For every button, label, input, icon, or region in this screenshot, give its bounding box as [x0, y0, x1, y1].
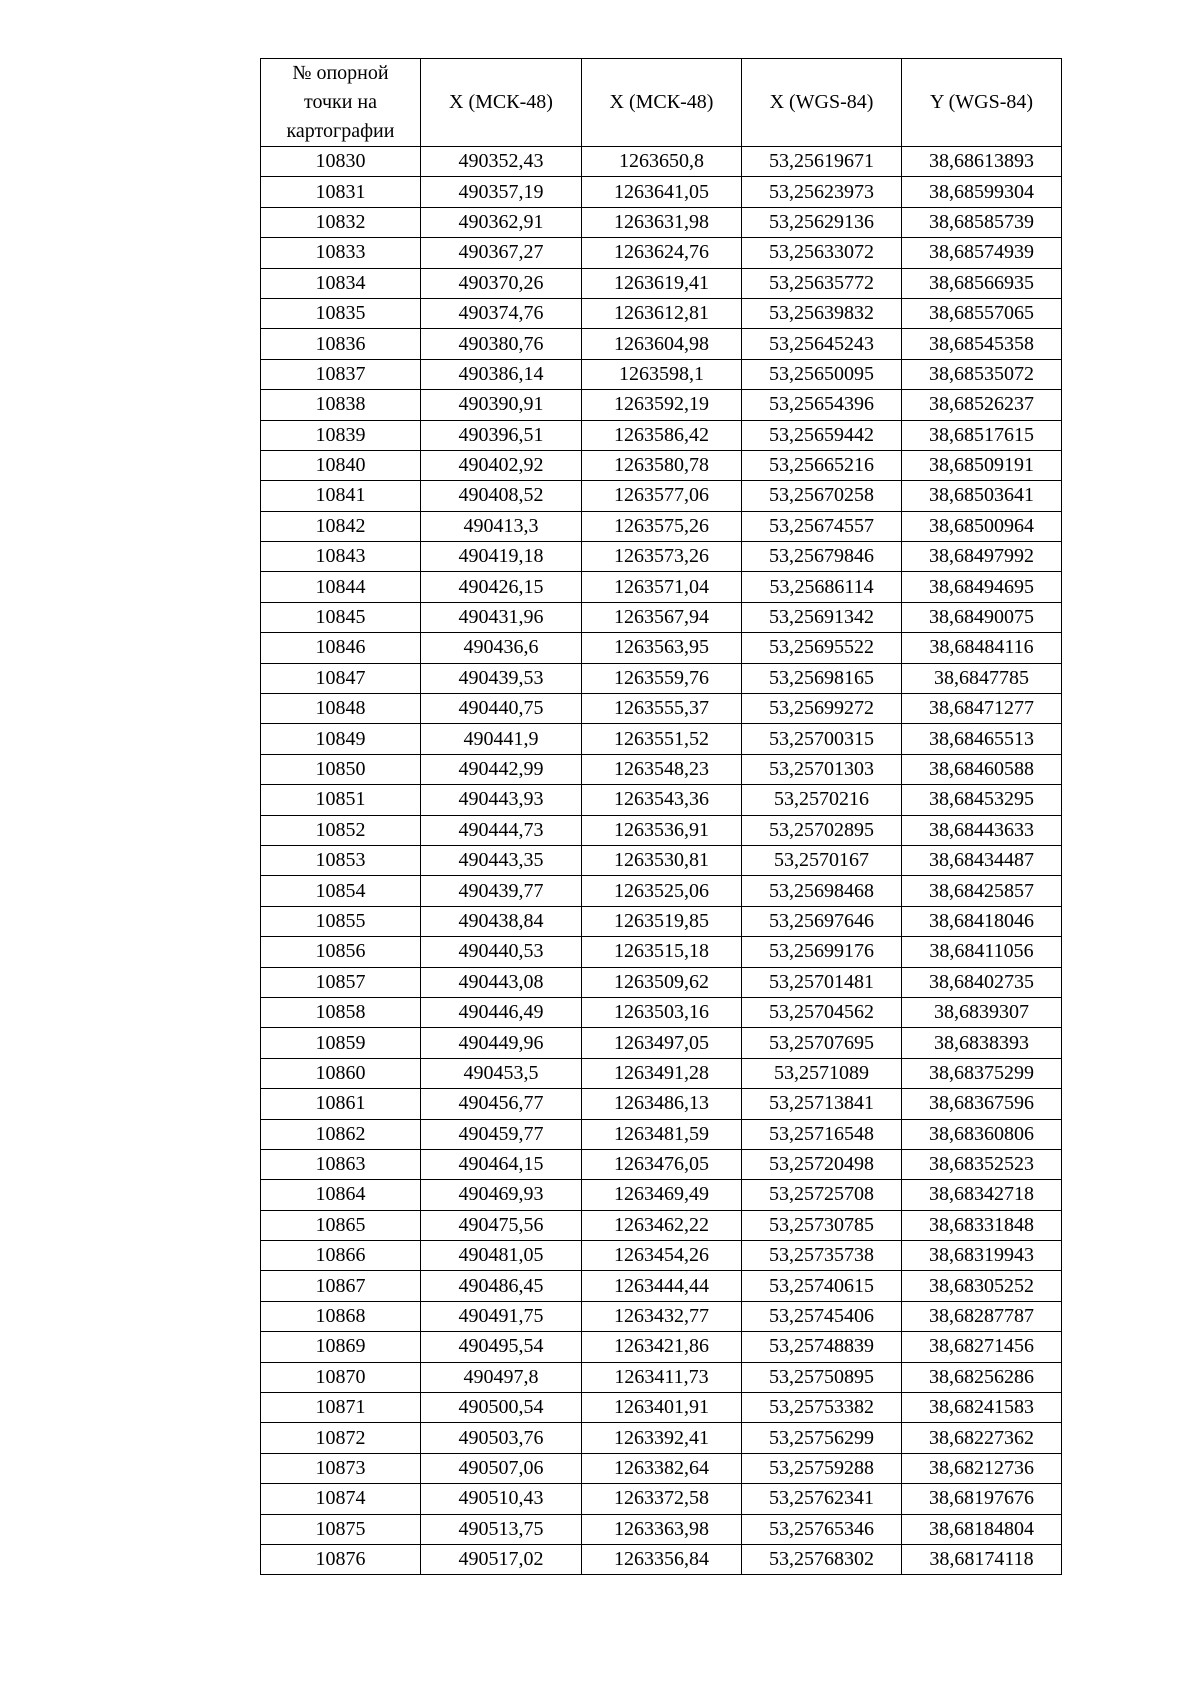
- cell-y-wgs84: 38,68319943: [902, 1241, 1062, 1271]
- cell-x-wgs84: 53,25679846: [742, 542, 902, 572]
- cell-point-number: 10864: [261, 1180, 421, 1210]
- cell-point-number: 10861: [261, 1089, 421, 1119]
- cell-x-wgs84: 53,25670258: [742, 481, 902, 511]
- cell-x-msk48: 490456,77: [421, 1089, 582, 1119]
- cell-x-msk48-second: 1263372,58: [582, 1484, 742, 1514]
- cell-y-wgs84: 38,68402735: [902, 967, 1062, 997]
- cell-point-number: 10854: [261, 876, 421, 906]
- table-row: [261, 1332, 1062, 1362]
- cell-x-msk48-second: 1263551,52: [582, 724, 742, 754]
- cell-point-number: 10852: [261, 815, 421, 845]
- cell-x-msk48: 490440,53: [421, 937, 582, 967]
- header-x-msk48-second: X (МСК-48): [582, 59, 742, 147]
- cell-y-wgs84: 38,68352523: [902, 1149, 1062, 1179]
- cell-point-number: 10870: [261, 1362, 421, 1392]
- table-row: [261, 1362, 1062, 1392]
- cell-x-msk48-second: 1263612,81: [582, 298, 742, 328]
- cell-y-wgs84: 38,68331848: [902, 1210, 1062, 1240]
- cell-x-msk48: 490475,56: [421, 1210, 582, 1240]
- cell-point-number: 10868: [261, 1301, 421, 1331]
- cell-y-wgs84: 38,68411056: [902, 937, 1062, 967]
- cell-x-msk48-second: 1263650,8: [582, 147, 742, 177]
- cell-x-msk48: 490380,76: [421, 329, 582, 359]
- cell-y-wgs84: 38,68503641: [902, 481, 1062, 511]
- cell-x-msk48: 490439,77: [421, 876, 582, 906]
- cell-x-wgs84: 53,25745406: [742, 1301, 902, 1331]
- cell-x-msk48-second: 1263592,19: [582, 390, 742, 420]
- cell-point-number: 10871: [261, 1393, 421, 1423]
- table-row: [261, 542, 1062, 572]
- cell-y-wgs84: 38,68471277: [902, 694, 1062, 724]
- cell-point-number: 10846: [261, 633, 421, 663]
- cell-x-wgs84: 53,25633072: [742, 238, 902, 268]
- cell-x-wgs84: 53,25665216: [742, 450, 902, 480]
- cell-x-msk48-second: 1263411,73: [582, 1362, 742, 1392]
- cell-x-msk48: 490402,92: [421, 450, 582, 480]
- table-row: [261, 1423, 1062, 1453]
- cell-x-wgs84: 53,25623973: [742, 177, 902, 207]
- table-row: [261, 329, 1062, 359]
- cell-point-number: 10874: [261, 1484, 421, 1514]
- cell-x-msk48-second: 1263462,22: [582, 1210, 742, 1240]
- cell-x-wgs84: 53,25629136: [742, 207, 902, 237]
- cell-y-wgs84: 38,68484116: [902, 633, 1062, 663]
- cell-y-wgs84: 38,68613893: [902, 147, 1062, 177]
- cell-point-number: 10837: [261, 359, 421, 389]
- cell-point-number: 10833: [261, 238, 421, 268]
- cell-point-number: 10857: [261, 967, 421, 997]
- cell-y-wgs84: 38,68490075: [902, 602, 1062, 632]
- cell-y-wgs84: 38,68174118: [902, 1544, 1062, 1574]
- cell-x-wgs84: 53,25748839: [742, 1332, 902, 1362]
- cell-x-msk48-second: 1263509,62: [582, 967, 742, 997]
- table-row: [261, 1241, 1062, 1271]
- cell-x-msk48-second: 1263401,91: [582, 1393, 742, 1423]
- cell-y-wgs84: 38,68367596: [902, 1089, 1062, 1119]
- cell-x-wgs84: 53,25699272: [742, 694, 902, 724]
- cell-x-wgs84: 53,25691342: [742, 602, 902, 632]
- cell-x-msk48: 490362,91: [421, 207, 582, 237]
- table-row: [261, 876, 1062, 906]
- cell-x-msk48-second: 1263641,05: [582, 177, 742, 207]
- table-row: [261, 207, 1062, 237]
- cell-x-msk48: 490446,49: [421, 997, 582, 1027]
- cell-x-wgs84: 53,25697646: [742, 906, 902, 936]
- cell-x-msk48-second: 1263530,81: [582, 845, 742, 875]
- table-header: [261, 59, 1062, 147]
- cell-x-wgs84: 53,25695522: [742, 633, 902, 663]
- cell-y-wgs84: 38,68418046: [902, 906, 1062, 936]
- cell-x-msk48: 490426,15: [421, 572, 582, 602]
- cell-x-msk48-second: 1263567,94: [582, 602, 742, 632]
- cell-point-number: 10831: [261, 177, 421, 207]
- cell-x-wgs84: 53,25702895: [742, 815, 902, 845]
- cell-x-wgs84: 53,25701303: [742, 754, 902, 784]
- table-row: [261, 1453, 1062, 1483]
- cell-x-msk48-second: 1263503,16: [582, 997, 742, 1027]
- cell-x-msk48-second: 1263577,06: [582, 481, 742, 511]
- cell-y-wgs84: 38,68494695: [902, 572, 1062, 602]
- cell-x-msk48: 490408,52: [421, 481, 582, 511]
- cell-point-number: 10840: [261, 450, 421, 480]
- cell-x-msk48: 490419,18: [421, 542, 582, 572]
- cell-x-wgs84: 53,25753382: [742, 1393, 902, 1423]
- table-row: [261, 1484, 1062, 1514]
- table-row: [261, 450, 1062, 480]
- cell-point-number: 10858: [261, 997, 421, 1027]
- cell-y-wgs84: 38,68342718: [902, 1180, 1062, 1210]
- cell-x-wgs84: 53,25735738: [742, 1241, 902, 1271]
- cell-x-msk48-second: 1263392,41: [582, 1423, 742, 1453]
- cell-y-wgs84: 38,68599304: [902, 177, 1062, 207]
- table-row: [261, 815, 1062, 845]
- cell-x-msk48: 490441,9: [421, 724, 582, 754]
- cell-x-msk48: 490464,15: [421, 1149, 582, 1179]
- table-row: [261, 633, 1062, 663]
- cell-point-number: 10830: [261, 147, 421, 177]
- cell-point-number: 10865: [261, 1210, 421, 1240]
- cell-x-wgs84: 53,25619671: [742, 147, 902, 177]
- cell-x-msk48-second: 1263586,42: [582, 420, 742, 450]
- cell-y-wgs84: 38,68566935: [902, 268, 1062, 298]
- cell-x-msk48: 490443,35: [421, 845, 582, 875]
- cell-y-wgs84: 38,68256286: [902, 1362, 1062, 1392]
- cell-x-msk48-second: 1263519,85: [582, 906, 742, 936]
- table-row: [261, 724, 1062, 754]
- table-row: [261, 845, 1062, 875]
- table-row: [261, 1149, 1062, 1179]
- cell-x-wgs84: 53,25659442: [742, 420, 902, 450]
- cell-x-msk48-second: 1263481,59: [582, 1119, 742, 1149]
- cell-y-wgs84: 38,68500964: [902, 511, 1062, 541]
- cell-x-msk48: 490481,05: [421, 1241, 582, 1271]
- cell-x-msk48-second: 1263421,86: [582, 1332, 742, 1362]
- cell-x-msk48-second: 1263356,84: [582, 1544, 742, 1574]
- cell-x-msk48: 490491,75: [421, 1301, 582, 1331]
- cell-x-msk48: 490367,27: [421, 238, 582, 268]
- cell-x-wgs84: 53,25768302: [742, 1544, 902, 1574]
- cell-x-msk48: 490386,14: [421, 359, 582, 389]
- cell-x-wgs84: 53,25725708: [742, 1180, 902, 1210]
- cell-x-msk48: 490453,5: [421, 1058, 582, 1088]
- cell-x-wgs84: 53,2570216: [742, 785, 902, 815]
- cell-x-msk48-second: 1263444,44: [582, 1271, 742, 1301]
- table-row: [261, 906, 1062, 936]
- header-row: [261, 59, 1062, 147]
- cell-point-number: 10848: [261, 694, 421, 724]
- cell-x-wgs84: 53,25704562: [742, 997, 902, 1027]
- cell-x-msk48: 490413,3: [421, 511, 582, 541]
- cell-x-msk48: 490440,75: [421, 694, 582, 724]
- header-y-wgs84: Y (WGS-84): [902, 59, 1062, 147]
- cell-point-number: 10843: [261, 542, 421, 572]
- cell-x-wgs84: 53,25720498: [742, 1149, 902, 1179]
- cell-y-wgs84: 38,68497992: [902, 542, 1062, 572]
- cell-x-msk48: 490439,53: [421, 663, 582, 693]
- table-row: [261, 1544, 1062, 1574]
- cell-x-wgs84: 53,2571089: [742, 1058, 902, 1088]
- cell-x-msk48-second: 1263382,64: [582, 1453, 742, 1483]
- cell-point-number: 10836: [261, 329, 421, 359]
- cell-point-number: 10859: [261, 1028, 421, 1058]
- cell-x-msk48-second: 1263631,98: [582, 207, 742, 237]
- table-row: [261, 967, 1062, 997]
- cell-y-wgs84: 38,68305252: [902, 1271, 1062, 1301]
- cell-x-msk48: 490486,45: [421, 1271, 582, 1301]
- cell-x-wgs84: 53,25650095: [742, 359, 902, 389]
- cell-point-number: 10855: [261, 906, 421, 936]
- cell-x-msk48-second: 1263476,05: [582, 1149, 742, 1179]
- table-row: [261, 1393, 1062, 1423]
- cell-x-msk48: 490352,43: [421, 147, 582, 177]
- cell-x-msk48: 490438,84: [421, 906, 582, 936]
- cell-y-wgs84: 38,68184804: [902, 1514, 1062, 1544]
- cell-x-msk48-second: 1263525,06: [582, 876, 742, 906]
- cell-y-wgs84: 38,68287787: [902, 1301, 1062, 1331]
- cell-x-msk48: 490497,8: [421, 1362, 582, 1392]
- cell-y-wgs84: 38,68574939: [902, 238, 1062, 268]
- table-row: [261, 268, 1062, 298]
- cell-x-msk48-second: 1263491,28: [582, 1058, 742, 1088]
- table-row: [261, 511, 1062, 541]
- cell-point-number: 10834: [261, 268, 421, 298]
- cell-point-number: 10875: [261, 1514, 421, 1544]
- cell-y-wgs84: 38,68197676: [902, 1484, 1062, 1514]
- cell-x-msk48-second: 1263454,26: [582, 1241, 742, 1271]
- cell-x-wgs84: 53,25707695: [742, 1028, 902, 1058]
- cell-x-wgs84: 53,25674557: [742, 511, 902, 541]
- cell-x-wgs84: 53,25645243: [742, 329, 902, 359]
- cell-x-msk48-second: 1263555,37: [582, 694, 742, 724]
- table-row: [261, 1301, 1062, 1331]
- cell-x-msk48-second: 1263573,26: [582, 542, 742, 572]
- cell-x-msk48: 490374,76: [421, 298, 582, 328]
- cell-x-msk48: 490513,75: [421, 1514, 582, 1544]
- cell-x-wgs84: 53,25654396: [742, 390, 902, 420]
- cell-x-msk48-second: 1263619,41: [582, 268, 742, 298]
- cell-x-msk48: 490396,51: [421, 420, 582, 450]
- cell-y-wgs84: 38,6839307: [902, 997, 1062, 1027]
- cell-point-number: 10862: [261, 1119, 421, 1149]
- cell-point-number: 10838: [261, 390, 421, 420]
- table-body: [261, 147, 1062, 1575]
- cell-x-msk48-second: 1263604,98: [582, 329, 742, 359]
- table-row: [261, 754, 1062, 784]
- table-row: [261, 481, 1062, 511]
- cell-y-wgs84: 38,68526237: [902, 390, 1062, 420]
- cell-x-msk48: 490500,54: [421, 1393, 582, 1423]
- header-x-wgs84: X (WGS-84): [742, 59, 902, 147]
- cell-point-number: 10872: [261, 1423, 421, 1453]
- table-row: [261, 359, 1062, 389]
- table-row: [261, 420, 1062, 450]
- cell-x-msk48: 490469,93: [421, 1180, 582, 1210]
- cell-x-msk48-second: 1263536,91: [582, 815, 742, 845]
- cell-y-wgs84: 38,68434487: [902, 845, 1062, 875]
- cell-x-wgs84: 53,2570167: [742, 845, 902, 875]
- cell-x-msk48-second: 1263543,36: [582, 785, 742, 815]
- cell-x-msk48-second: 1263432,77: [582, 1301, 742, 1331]
- cell-x-msk48-second: 1263575,26: [582, 511, 742, 541]
- cell-y-wgs84: 38,68453295: [902, 785, 1062, 815]
- table-row: [261, 177, 1062, 207]
- header-point-number-line: № опорной: [292, 62, 389, 84]
- cell-x-msk48: 490444,73: [421, 815, 582, 845]
- cell-y-wgs84: 38,68509191: [902, 450, 1062, 480]
- cell-x-msk48-second: 1263559,76: [582, 663, 742, 693]
- cell-x-msk48: 490449,96: [421, 1028, 582, 1058]
- cell-y-wgs84: 38,68443633: [902, 815, 1062, 845]
- cell-point-number: 10849: [261, 724, 421, 754]
- cell-x-msk48: 490507,06: [421, 1453, 582, 1483]
- cell-point-number: 10845: [261, 602, 421, 632]
- cell-x-msk48: 490370,26: [421, 268, 582, 298]
- cell-x-msk48: 490442,99: [421, 754, 582, 784]
- cell-y-wgs84: 38,68465513: [902, 724, 1062, 754]
- cell-x-wgs84: 53,25730785: [742, 1210, 902, 1240]
- cell-x-wgs84: 53,25740615: [742, 1271, 902, 1301]
- table-row: [261, 1089, 1062, 1119]
- header-point-number-line: точки на: [303, 91, 378, 113]
- cell-y-wgs84: 38,68460588: [902, 754, 1062, 784]
- cell-x-msk48: 490510,43: [421, 1484, 582, 1514]
- cell-y-wgs84: 38,68375299: [902, 1058, 1062, 1088]
- cell-point-number: 10851: [261, 785, 421, 815]
- cell-x-msk48: 490503,76: [421, 1423, 582, 1453]
- cell-point-number: 10853: [261, 845, 421, 875]
- cell-x-msk48: 490431,96: [421, 602, 582, 632]
- cell-x-wgs84: 53,25699176: [742, 937, 902, 967]
- table-row: [261, 572, 1062, 602]
- table-row: [261, 147, 1062, 177]
- cell-point-number: 10866: [261, 1241, 421, 1271]
- cell-point-number: 10832: [261, 207, 421, 237]
- table-row: [261, 1514, 1062, 1544]
- cell-y-wgs84: 38,6847785: [902, 663, 1062, 693]
- cell-x-wgs84: 53,25713841: [742, 1089, 902, 1119]
- table-row: [261, 785, 1062, 815]
- cell-point-number: 10863: [261, 1149, 421, 1179]
- cell-x-wgs84: 53,25750895: [742, 1362, 902, 1392]
- cell-x-wgs84: 53,25700315: [742, 724, 902, 754]
- table-row: [261, 1210, 1062, 1240]
- cell-y-wgs84: 38,68360806: [902, 1119, 1062, 1149]
- table-row: [261, 997, 1062, 1027]
- cell-x-msk48-second: 1263580,78: [582, 450, 742, 480]
- table-row: [261, 1180, 1062, 1210]
- cell-y-wgs84: 38,68585739: [902, 207, 1062, 237]
- cell-x-msk48-second: 1263571,04: [582, 572, 742, 602]
- cell-y-wgs84: 38,68271456: [902, 1332, 1062, 1362]
- cell-x-wgs84: 53,25759288: [742, 1453, 902, 1483]
- table-row: [261, 1271, 1062, 1301]
- cell-x-wgs84: 53,25716548: [742, 1119, 902, 1149]
- table-row: [261, 298, 1062, 328]
- cell-y-wgs84: 38,6838393: [902, 1028, 1062, 1058]
- cell-x-wgs84: 53,25756299: [742, 1423, 902, 1453]
- cell-point-number: 10844: [261, 572, 421, 602]
- table-row: [261, 1119, 1062, 1149]
- header-point-number: [261, 59, 421, 147]
- cell-x-wgs84: 53,25701481: [742, 967, 902, 997]
- table-row: [261, 663, 1062, 693]
- cell-point-number: 10869: [261, 1332, 421, 1362]
- cell-y-wgs84: 38,68517615: [902, 420, 1062, 450]
- cell-x-msk48-second: 1263598,1: [582, 359, 742, 389]
- table-row: [261, 390, 1062, 420]
- cell-x-wgs84: 53,25765346: [742, 1514, 902, 1544]
- coordinates-table: [260, 58, 1062, 1575]
- cell-y-wgs84: 38,68227362: [902, 1423, 1062, 1453]
- cell-x-msk48-second: 1263363,98: [582, 1514, 742, 1544]
- cell-x-msk48-second: 1263469,49: [582, 1180, 742, 1210]
- cell-x-wgs84: 53,25698468: [742, 876, 902, 906]
- table-row: [261, 602, 1062, 632]
- table-row: [261, 694, 1062, 724]
- cell-y-wgs84: 38,68241583: [902, 1393, 1062, 1423]
- cell-y-wgs84: 38,68557065: [902, 298, 1062, 328]
- cell-x-msk48: 490357,19: [421, 177, 582, 207]
- cell-point-number: 10856: [261, 937, 421, 967]
- table-row: [261, 1028, 1062, 1058]
- cell-x-wgs84: 53,25639832: [742, 298, 902, 328]
- cell-point-number: 10876: [261, 1544, 421, 1574]
- cell-x-msk48-second: 1263497,05: [582, 1028, 742, 1058]
- cell-point-number: 10873: [261, 1453, 421, 1483]
- cell-point-number: 10839: [261, 420, 421, 450]
- cell-x-msk48: 490495,54: [421, 1332, 582, 1362]
- header-x-msk48: X (МСК-48): [421, 59, 582, 147]
- cell-x-msk48: 490436,6: [421, 633, 582, 663]
- cell-y-wgs84: 38,68425857: [902, 876, 1062, 906]
- cell-point-number: 10847: [261, 663, 421, 693]
- cell-x-msk48-second: 1263515,18: [582, 937, 742, 967]
- cell-x-wgs84: 53,25762341: [742, 1484, 902, 1514]
- cell-x-msk48-second: 1263624,76: [582, 238, 742, 268]
- cell-x-msk48-second: 1263486,13: [582, 1089, 742, 1119]
- table-row: [261, 238, 1062, 268]
- cell-x-msk48-second: 1263563,95: [582, 633, 742, 663]
- table-row: [261, 937, 1062, 967]
- cell-y-wgs84: 38,68535072: [902, 359, 1062, 389]
- cell-point-number: 10860: [261, 1058, 421, 1088]
- cell-point-number: 10841: [261, 481, 421, 511]
- cell-point-number: 10867: [261, 1271, 421, 1301]
- cell-y-wgs84: 38,68545358: [902, 329, 1062, 359]
- cell-x-wgs84: 53,25635772: [742, 268, 902, 298]
- cell-x-msk48-second: 1263548,23: [582, 754, 742, 784]
- cell-x-msk48: 490517,02: [421, 1544, 582, 1574]
- cell-x-msk48: 490443,08: [421, 967, 582, 997]
- cell-x-wgs84: 53,25686114: [742, 572, 902, 602]
- cell-x-msk48: 490443,93: [421, 785, 582, 815]
- cell-x-msk48: 490390,91: [421, 390, 582, 420]
- cell-point-number: 10850: [261, 754, 421, 784]
- cell-y-wgs84: 38,68212736: [902, 1453, 1062, 1483]
- table-row: [261, 1058, 1062, 1088]
- cell-x-wgs84: 53,25698165: [742, 663, 902, 693]
- header-point-number-line: картографии: [286, 120, 395, 142]
- cell-x-msk48: 490459,77: [421, 1119, 582, 1149]
- cell-point-number: 10842: [261, 511, 421, 541]
- cell-point-number: 10835: [261, 298, 421, 328]
